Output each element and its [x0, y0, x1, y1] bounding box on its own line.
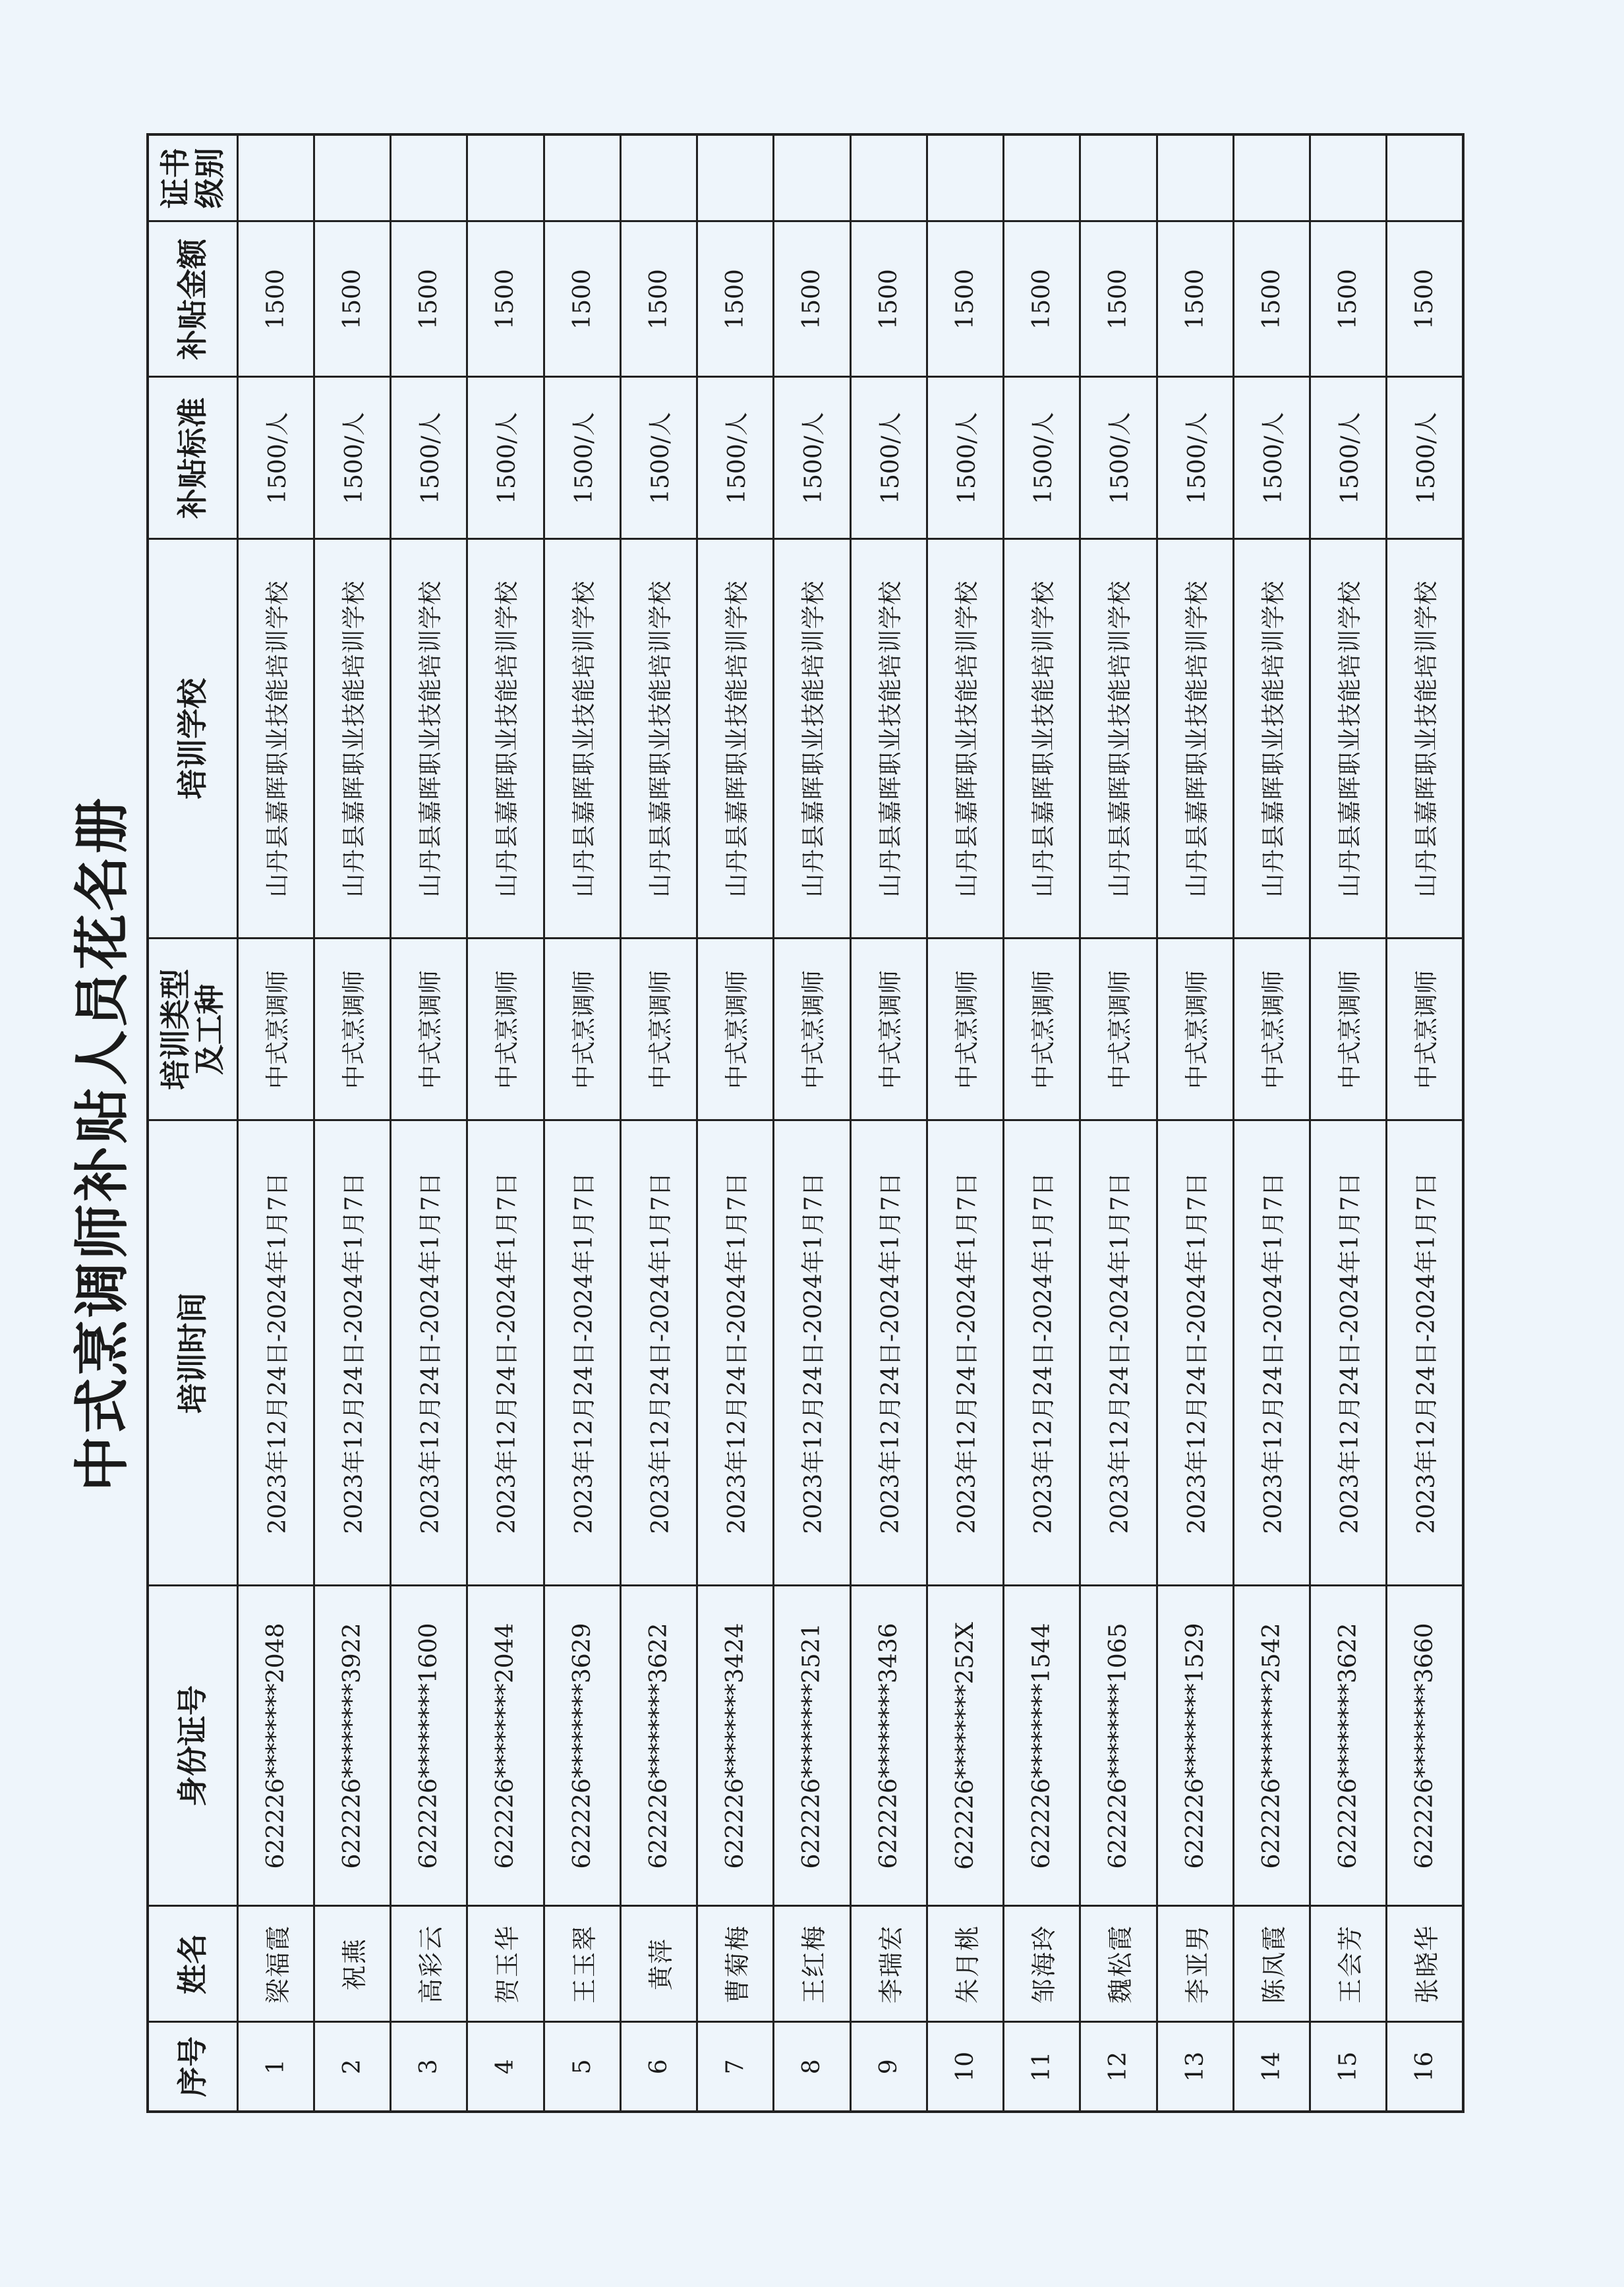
document-title: 中式烹调师补贴人员花名册: [69, 796, 134, 1492]
cell-name: 王会芳: [1310, 1906, 1387, 2022]
cell-name: 贺玉华: [467, 1906, 544, 2022]
cell-subsidy-standard: 1500/人: [391, 377, 467, 539]
cell-training-type: 中式烹调师: [467, 939, 544, 1120]
cell-seq: 14: [1233, 2022, 1310, 2112]
table-row: [620, 134, 697, 2112]
cell-subsidy-standard: 1500/人: [1080, 377, 1157, 539]
cell-seq: 1: [237, 2022, 314, 2112]
cell-training-time: 2023年12月24日-2024年1月7日: [1080, 1120, 1157, 1586]
cell-id-number: 622226********1065: [1080, 1586, 1157, 1906]
cell-training-type: 中式烹调师: [927, 939, 1003, 1120]
cell-training-school: 山丹县嘉晖职业技能培训学校: [620, 539, 697, 939]
cell-name: 王红梅: [774, 1906, 850, 2022]
cell-subsidy-standard: 1500/人: [237, 377, 314, 539]
cell-certificate-level: [1004, 134, 1080, 221]
cell-training-type: 中式烹调师: [774, 939, 850, 1120]
table-row: [467, 134, 544, 2112]
cell-certificate-level: [697, 134, 774, 221]
cell-seq: 2: [314, 2022, 390, 2112]
cell-subsidy-amount: 1500: [927, 221, 1003, 377]
cell-training-type: 中式烹调师: [314, 939, 390, 1120]
cell-subsidy-amount: 1500: [620, 221, 697, 377]
cell-training-type: 中式烹调师: [620, 939, 697, 1120]
cell-seq: 10: [927, 2022, 1003, 2112]
cell-certificate-level: [1080, 134, 1157, 221]
table-row: [1233, 134, 1310, 2112]
table-row: [544, 134, 620, 2112]
cell-training-time: 2023年12月24日-2024年1月7日: [927, 1120, 1003, 1586]
table-row: [314, 134, 390, 2112]
cell-seq: 4: [467, 2022, 544, 2112]
header-type: 培训类型及工种: [148, 939, 237, 1120]
cell-seq: 7: [697, 2022, 774, 2112]
cell-training-time: 2023年12月24日-2024年1月7日: [774, 1120, 850, 1586]
cell-training-type: 中式烹调师: [237, 939, 314, 1120]
cell-id-number: 622226********3424: [697, 1586, 774, 1906]
cell-subsidy-standard: 1500/人: [697, 377, 774, 539]
cell-name: 李瑞宏: [850, 1906, 927, 2022]
cell-training-type: 中式烹调师: [391, 939, 467, 1120]
cell-training-school: 山丹县嘉晖职业技能培训学校: [314, 539, 390, 939]
cell-certificate-level: [1310, 134, 1387, 221]
cell-name: 魏松霞: [1080, 1906, 1157, 2022]
cell-subsidy-amount: 1500: [544, 221, 620, 377]
cell-subsidy-amount: 1500: [1387, 221, 1463, 377]
cell-training-time: 2023年12月24日-2024年1月7日: [1233, 1120, 1310, 1586]
cell-training-school: 山丹县嘉晖职业技能培训学校: [1157, 539, 1233, 939]
cell-training-time: 2023年12月24日-2024年1月7日: [1310, 1120, 1387, 1586]
cell-seq: 13: [1157, 2022, 1233, 2112]
cell-training-type: 中式烹调师: [1157, 939, 1233, 1120]
cell-subsidy-amount: 1500: [1310, 221, 1387, 377]
cell-training-type: 中式烹调师: [544, 939, 620, 1120]
cell-id-number: 622226********3622: [620, 1586, 697, 1906]
cell-training-school: 山丹县嘉晖职业技能培训学校: [467, 539, 544, 939]
cell-training-type: 中式烹调师: [1310, 939, 1387, 1120]
cell-seq: 9: [850, 2022, 927, 2112]
cell-id-number: 622226********2521: [774, 1586, 850, 1906]
cell-subsidy-amount: 1500: [1157, 221, 1233, 377]
cell-subsidy-standard: 1500/人: [467, 377, 544, 539]
cell-training-school: 山丹县嘉晖职业技能培训学校: [1310, 539, 1387, 939]
cell-certificate-level: [850, 134, 927, 221]
cell-id-number: 622226********3436: [850, 1586, 927, 1906]
cell-subsidy-amount: 1500: [1004, 221, 1080, 377]
cell-certificate-level: [1157, 134, 1233, 221]
cell-training-school: 山丹县嘉晖职业技能培训学校: [1080, 539, 1157, 939]
cell-training-school: 山丹县嘉晖职业技能培训学校: [237, 539, 314, 939]
cell-subsidy-standard: 1500/人: [774, 377, 850, 539]
table-row: [391, 134, 467, 2112]
cell-training-time: 2023年12月24日-2024年1月7日: [314, 1120, 390, 1586]
cell-subsidy-standard: 1500/人: [927, 377, 1003, 539]
cell-id-number: 622226********2048: [237, 1586, 314, 1906]
table-row: [927, 134, 1003, 2112]
cell-certificate-level: [774, 134, 850, 221]
cell-subsidy-amount: 1500: [697, 221, 774, 377]
cell-seq: 6: [620, 2022, 697, 2112]
cell-id-number: 622226********1544: [1004, 1586, 1080, 1906]
header-cert: 证书级别: [148, 134, 237, 221]
cell-seq: 16: [1387, 2022, 1463, 2112]
cell-name: 高彩云: [391, 1906, 467, 2022]
cell-seq: 11: [1004, 2022, 1080, 2112]
cell-training-type: 中式烹调师: [697, 939, 774, 1120]
cell-training-time: 2023年12月24日-2024年1月7日: [1387, 1120, 1463, 1586]
cell-training-time: 2023年12月24日-2024年1月7日: [1004, 1120, 1080, 1586]
cell-certificate-level: [927, 134, 1003, 221]
table-row: [850, 134, 927, 2112]
cell-subsidy-amount: 1500: [774, 221, 850, 377]
table-row: [1310, 134, 1387, 2112]
cell-subsidy-standard: 1500/人: [1233, 377, 1310, 539]
header-time: 培训时间: [148, 1120, 237, 1586]
cell-training-type: 中式烹调师: [1004, 939, 1080, 1120]
header-standard: 补贴标准: [148, 377, 237, 539]
cell-subsidy-amount: 1500: [391, 221, 467, 377]
cell-id-number: 622226********1600: [391, 1586, 467, 1906]
cell-certificate-level: [314, 134, 390, 221]
cell-name: 黄萍: [620, 1906, 697, 2022]
cell-training-school: 山丹县嘉晖职业技能培训学校: [1233, 539, 1310, 939]
header-id: 身份证号: [148, 1586, 237, 1906]
cell-training-time: 2023年12月24日-2024年1月7日: [391, 1120, 467, 1586]
cell-subsidy-standard: 1500/人: [1157, 377, 1233, 539]
cell-id-number: 622226********3629: [544, 1586, 620, 1906]
cell-certificate-level: [620, 134, 697, 221]
cell-subsidy-amount: 1500: [850, 221, 927, 377]
table-row: [774, 134, 850, 2112]
cell-seq: 5: [544, 2022, 620, 2112]
cell-name: 陈凤霞: [1233, 1906, 1310, 2022]
cell-training-time: 2023年12月24日-2024年1月7日: [1157, 1120, 1233, 1586]
cell-training-type: 中式烹调师: [1233, 939, 1310, 1120]
header-school: 培训学校: [148, 539, 237, 939]
cell-name: 朱月桃: [927, 1906, 1003, 2022]
cell-id-number: 622226********1529: [1157, 1586, 1233, 1906]
cell-seq: 15: [1310, 2022, 1387, 2112]
cell-training-type: 中式烹调师: [850, 939, 927, 1120]
header-name: 姓名: [148, 1906, 237, 2022]
cell-name: 梁福霞: [237, 1906, 314, 2022]
cell-certificate-level: [544, 134, 620, 221]
cell-training-school: 山丹县嘉晖职业技能培训学校: [850, 539, 927, 939]
cell-training-school: 山丹县嘉晖职业技能培训学校: [391, 539, 467, 939]
cell-training-type: 中式烹调师: [1387, 939, 1463, 1120]
cell-training-time: 2023年12月24日-2024年1月7日: [237, 1120, 314, 1586]
cell-subsidy-amount: 1500: [314, 221, 390, 377]
cell-name: 邹海玲: [1004, 1906, 1080, 2022]
table-row: [1004, 134, 1080, 2112]
cell-subsidy-amount: 1500: [467, 221, 544, 377]
table-header-row: [148, 134, 237, 2112]
cell-name: 李亚男: [1157, 1906, 1233, 2022]
cell-subsidy-standard: 1500/人: [314, 377, 390, 539]
cell-training-time: 2023年12月24日-2024年1月7日: [544, 1120, 620, 1586]
cell-training-time: 2023年12月24日-2024年1月7日: [850, 1120, 927, 1586]
cell-id-number: 622226********2542: [1233, 1586, 1310, 1906]
cell-id-number: 622226********3660: [1387, 1586, 1463, 1906]
cell-seq: 8: [774, 2022, 850, 2112]
cell-training-school: 山丹县嘉晖职业技能培训学校: [927, 539, 1003, 939]
cell-subsidy-standard: 1500/人: [1004, 377, 1080, 539]
cell-training-time: 2023年12月24日-2024年1月7日: [467, 1120, 544, 1586]
cell-training-school: 山丹县嘉晖职业技能培训学校: [1387, 539, 1463, 939]
cell-id-number: 622226********252X: [927, 1586, 1003, 1906]
cell-subsidy-standard: 1500/人: [620, 377, 697, 539]
cell-training-school: 山丹县嘉晖职业技能培训学校: [697, 539, 774, 939]
cell-subsidy-amount: 1500: [1233, 221, 1310, 377]
cell-certificate-level: [467, 134, 544, 221]
cell-name: 王玉翠: [544, 1906, 620, 2022]
cell-seq: 12: [1080, 2022, 1157, 2112]
table-row: [1157, 134, 1233, 2112]
cell-certificate-level: [1387, 134, 1463, 221]
cell-name: 曹菊梅: [697, 1906, 774, 2022]
cell-certificate-level: [237, 134, 314, 221]
cell-certificate-level: [391, 134, 467, 221]
cell-training-school: 山丹县嘉晖职业技能培训学校: [774, 539, 850, 939]
table-row: [1387, 134, 1463, 2112]
cell-seq: 3: [391, 2022, 467, 2112]
cell-id-number: 622226********3622: [1310, 1586, 1387, 1906]
header-seq: 序号: [148, 2022, 237, 2112]
cell-training-school: 山丹县嘉晖职业技能培训学校: [1004, 539, 1080, 939]
cell-subsidy-standard: 1500/人: [850, 377, 927, 539]
cell-certificate-level: [1233, 134, 1310, 221]
cell-subsidy-amount: 1500: [1080, 221, 1157, 377]
table-row: [1080, 134, 1157, 2112]
table-row: [237, 134, 314, 2112]
cell-training-time: 2023年12月24日-2024年1月7日: [620, 1120, 697, 1586]
cell-id-number: 622226********3922: [314, 1586, 390, 1906]
cell-training-time: 2023年12月24日-2024年1月7日: [697, 1120, 774, 1586]
cell-subsidy-standard: 1500/人: [1387, 377, 1463, 539]
cell-subsidy-standard: 1500/人: [1310, 377, 1387, 539]
cell-subsidy-standard: 1500/人: [544, 377, 620, 539]
cell-name: 祝燕: [314, 1906, 390, 2022]
header-amount: 补贴金额: [148, 221, 237, 377]
table-row: [697, 134, 774, 2112]
cell-training-school: 山丹县嘉晖职业技能培训学校: [544, 539, 620, 939]
cell-training-type: 中式烹调师: [1080, 939, 1157, 1120]
subsidy-roster-table: [146, 133, 1464, 2113]
cell-subsidy-amount: 1500: [237, 221, 314, 377]
cell-name: 张晓华: [1387, 1906, 1463, 2022]
cell-id-number: 622226********2044: [467, 1586, 544, 1906]
